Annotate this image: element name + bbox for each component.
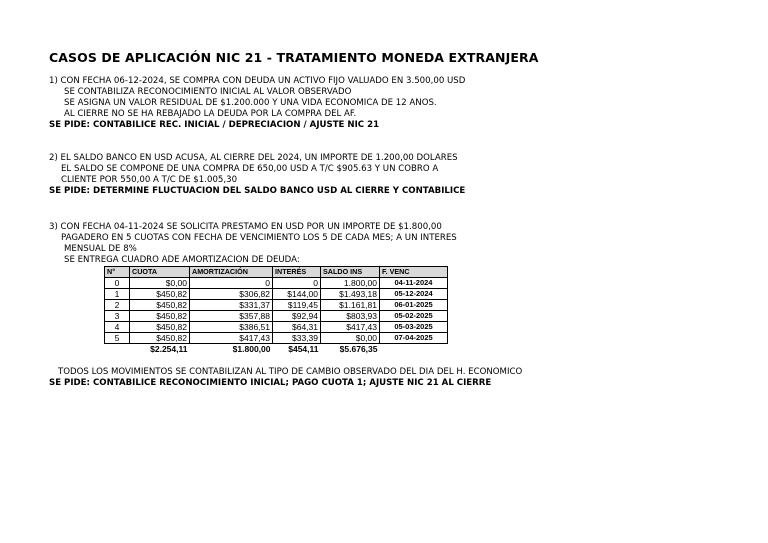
case1-line3: SE ASIGNA UN VALOR RESIDUAL DE $1.200.000 Y UNA VIDA ECONOMICA DE 12 ANOS. <box>64 98 437 108</box>
header-fecha-venc: F. VENC <box>380 267 448 278</box>
cell-amortizacion: $306,82 <box>190 289 273 300</box>
cell-saldo: $803,93 <box>321 311 380 322</box>
table-row <box>105 333 448 344</box>
header-interes: INTERÉS <box>273 267 321 278</box>
case2-line2: EL SALDO SE COMPONE DE UNA COMPRA DE 650,00 USD A T/C $905.63 Y UN COBRO A <box>61 164 439 174</box>
total-amortizacion: $1.800,00 <box>232 344 271 354</box>
cell-interes: $33,39 <box>273 333 321 344</box>
cell-saldo: $417,43 <box>321 322 380 333</box>
cell-cuota: $0,00 <box>130 278 190 289</box>
header-amortizacion: AMORTIZACIÓN <box>190 267 273 278</box>
case1-line4: AL CIERRE NO SE HA REBAJADO LA DEUDA POR LA COMPRA DEL AF. <box>64 109 357 119</box>
total-saldo: $5.676,35 <box>339 344 378 354</box>
cell-interes: $119,45 <box>273 300 321 311</box>
cell-cuota: $450,82 <box>130 289 190 300</box>
total-interes: $454,11 <box>288 344 319 354</box>
cell-saldo: 1.800,00 <box>321 278 380 289</box>
footer-requirement: SE PIDE: CONTABILICE RECONOCIMIENTO INICIAL; PAGO CUOTA 1; AJUSTE NIC 21 AL CIERRE <box>49 378 492 388</box>
total-n <box>105 344 130 355</box>
cell-saldo: $1.493,18 <box>321 289 380 300</box>
table-row <box>105 300 448 311</box>
amortization-table <box>104 266 448 354</box>
table-totals-row <box>105 344 448 355</box>
table-row <box>105 322 448 333</box>
cell-interes: 0 <box>273 278 321 289</box>
case2-line3: CLIENTE POR 550,00 A T/C DE $1.005,30 <box>61 175 238 185</box>
total-fecha-venc <box>380 344 448 355</box>
case3-line2: PAGADERO EN 5 CUOTAS CON FECHA DE VENCIMIENTO LOS 5 DE CADA MES; A UN INTERES <box>61 233 457 243</box>
case2-requirement: SE PIDE: DETERMINE FLUCTUACION DEL SALDO BANCO USD AL CIERRE Y CONTABILICE <box>49 186 466 196</box>
cell-saldo: $0,00 <box>321 333 380 344</box>
cell-interes: $144,00 <box>273 289 321 300</box>
cell-fecha-venc: 05-12-2024 <box>380 289 448 300</box>
cell-n: 1 <box>105 289 130 300</box>
table-row <box>105 311 448 322</box>
cell-interes: $92,94 <box>273 311 321 322</box>
case3-line4: SE ENTREGA CUADRO ADE AMORTIZACION DE DEUDA: <box>64 255 300 265</box>
case3-line1: 3) CON FECHA 04-11-2024 SE SOLICITA PRESTAMO EN USD POR UN IMPORTE DE $1.800,00 <box>49 222 442 232</box>
table-row <box>105 289 448 300</box>
cell-interes: $64,31 <box>273 322 321 333</box>
footer-note: TODOS LOS MOVIMIENTOS SE CONTABILIZAN AL TIPO DE CAMBIO OBSERVADO DEL DIA DEL H. ECONOMICO <box>58 367 523 377</box>
case1-line1: 1) CON FECHA 06-12-2024, SE COMPRA CON DEUDA UN ACTIVO FIJO VALUADO EN 3.500,00 USD <box>49 76 466 86</box>
cell-n: 5 <box>105 333 130 344</box>
cell-amortizacion: $357,88 <box>190 311 273 322</box>
cell-cuota: $450,82 <box>130 311 190 322</box>
cell-fecha-venc: 05-02-2025 <box>380 311 448 322</box>
case2-line1: 2) EL SALDO BANCO EN USD ACUSA, AL CIERRE DEL 2024, UN IMPORTE DE 1.200,00 DOLARES <box>49 153 458 163</box>
cell-n: 4 <box>105 322 130 333</box>
cell-cuota: $450,82 <box>130 333 190 344</box>
cell-fecha-venc: 04-11-2024 <box>380 278 448 289</box>
cell-cuota: $450,82 <box>130 322 190 333</box>
table-row <box>105 278 448 289</box>
header-saldo: SALDO INS <box>321 267 380 278</box>
cell-fecha-venc: 06-01-2025 <box>380 300 448 311</box>
cell-saldo: $1.161,81 <box>321 300 380 311</box>
case1-requirement: SE PIDE: CONTABILICE REC. INICIAL / DEPRECIACION / AJUSTE NIC 21 <box>49 120 380 130</box>
cell-n: 3 <box>105 311 130 322</box>
cell-cuota: $450,82 <box>130 300 190 311</box>
case1-line2: SE CONTABILIZA RECONOCIMIENTO INICIAL AL VALOR OBSERVADO <box>64 87 352 97</box>
cell-fecha-venc: 07-04-2025 <box>380 333 448 344</box>
case3-line3: MENSUAL DE 8% <box>64 244 137 254</box>
total-cuota: $2.254,11 <box>150 344 188 354</box>
header-cuota: CUOTA <box>130 267 190 278</box>
cell-amortizacion: $331,37 <box>190 300 273 311</box>
document-title: CASOS DE APLICACIÓN NIC 21 - TRATAMIENTO MONEDA EXTRANJERA <box>49 50 539 65</box>
cell-fecha-venc: 05-03-2025 <box>380 322 448 333</box>
cell-n: 0 <box>105 278 130 289</box>
cell-amortizacion: $386,51 <box>190 322 273 333</box>
cell-amortizacion: 0 <box>190 278 273 289</box>
cell-n: 2 <box>105 300 130 311</box>
header-n: N° <box>105 267 130 278</box>
cell-amortizacion: $417,43 <box>190 333 273 344</box>
table-header-row <box>105 267 448 278</box>
